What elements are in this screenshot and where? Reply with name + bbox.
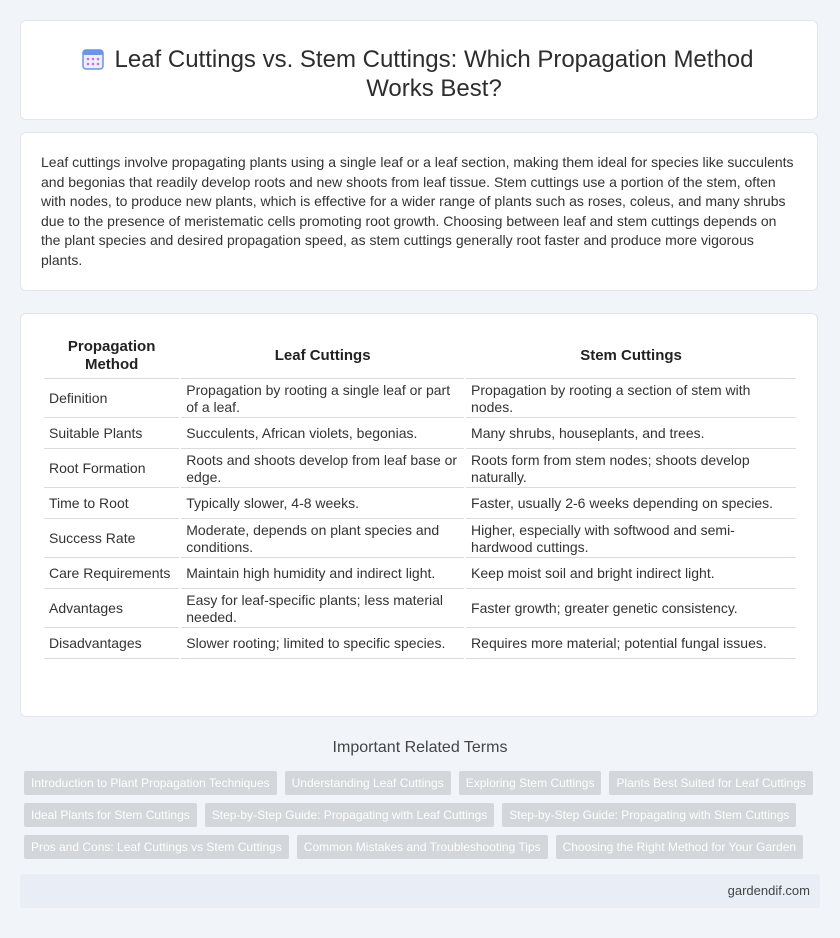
leaf-cell: Easy for leaf-specific plants; less material needed.	[181, 591, 464, 628]
page-title: Leaf Cuttings vs. Stem Cuttings: Which Propagation Method Works Best?	[114, 46, 754, 102]
table-row	[44, 591, 796, 628]
tag-link[interactable]: Exploring Stem Cuttings	[459, 771, 602, 795]
tag-link[interactable]: Introduction to Plant Propagation Techniques	[24, 771, 277, 795]
row-label: Time to Root	[44, 490, 179, 519]
tag-link[interactable]: Ideal Plants for Stem Cuttings	[24, 803, 197, 827]
related-terms-tags	[24, 771, 820, 867]
stem-cell: Keep moist soil and bright indirect light.	[466, 560, 796, 589]
leaf-cell: Moderate, depends on plant species and conditions.	[181, 521, 464, 558]
header-card	[20, 20, 818, 120]
table-row	[44, 420, 796, 449]
stem-cell: Faster, usually 2-6 weeks depending on species.	[466, 490, 796, 519]
tag-link[interactable]: Step-by-Step Guide: Propagating with Stem Cuttings	[502, 803, 796, 827]
tag-link[interactable]: Pros and Cons: Leaf Cuttings vs Stem Cuttings	[24, 835, 289, 859]
leaf-cell: Propagation by rooting a single leaf or part of a leaf.	[181, 381, 464, 418]
leaf-cell: Slower rooting; limited to specific species.	[181, 630, 464, 659]
row-label: Suitable Plants	[44, 420, 179, 449]
table-row	[44, 560, 796, 589]
row-label: Definition	[44, 381, 179, 418]
tag-link[interactable]: Step-by-Step Guide: Propagating with Leaf Cuttings	[205, 803, 495, 827]
table-row	[44, 490, 796, 519]
row-label: Success Rate	[44, 521, 179, 558]
stem-cell: Roots form from stem nodes; shoots develop naturally.	[466, 451, 796, 488]
leaf-cell: Succulents, African violets, begonias.	[181, 420, 464, 449]
leaf-cell: Roots and shoots develop from leaf base or edge.	[181, 451, 464, 488]
row-label: Advantages	[44, 591, 179, 628]
tag-row	[24, 803, 820, 827]
stem-cell: Faster growth; greater genetic consistency.	[466, 591, 796, 628]
tag-link[interactable]: Plants Best Suited for Leaf Cuttings	[609, 771, 812, 795]
stem-cell: Requires more material; potential fungal issues.	[466, 630, 796, 659]
table-row	[44, 451, 796, 488]
row-label: Disadvantages	[44, 630, 179, 659]
header-stem-cuttings: Stem Cuttings	[466, 334, 796, 379]
intro-paragraph: Leaf cuttings involve propagating plants using a single leaf or a leaf section, making them ideal for species like succulents and begonias that readily develop roots and new shoots from leaf tissue. Stem cuttings use a portion of the stem, often with nodes, to produce new plants, which is effective for a wider range of plants such as roses, coleus, and many shrubs due to the presence of meristematic cells promoting root growth. Choosing between leaf and stem cuttings depends on the plant species and desired propagation speed, as stem cuttings generally root faster and produce more vigorous plants.	[41, 154, 794, 268]
tag-row	[24, 835, 820, 859]
comparison-table	[42, 332, 798, 661]
comparison-table-card	[20, 313, 818, 717]
tag-link[interactable]: Common Mistakes and Troubleshooting Tips	[297, 835, 548, 859]
leaf-cell: Maintain high humidity and indirect light.	[181, 560, 464, 589]
stem-cell: Many shrubs, houseplants, and trees.	[466, 420, 796, 449]
row-label: Root Formation	[44, 451, 179, 488]
header-propagation-method: Propagation Method	[44, 334, 179, 379]
footer	[20, 874, 820, 908]
tag-link[interactable]: Choosing the Right Method for Your Garden	[556, 835, 803, 859]
stem-cell: Propagation by rooting a section of stem with nodes.	[466, 381, 796, 418]
footer-site-link[interactable]: gardendif.com	[727, 883, 810, 898]
related-terms-title: Important Related Terms	[332, 739, 508, 756]
table-row	[44, 521, 796, 558]
leaf-cell: Typically slower, 4-8 weeks.	[181, 490, 464, 519]
table-row	[44, 630, 796, 659]
header-leaf-cuttings: Leaf Cuttings	[181, 334, 464, 379]
intro-card	[20, 132, 818, 291]
table-row	[44, 381, 796, 418]
stem-cell: Higher, especially with softwood and semi-hardwood cuttings.	[466, 521, 796, 558]
tag-link[interactable]: Understanding Leaf Cuttings	[285, 771, 451, 795]
table-header-row	[44, 334, 796, 379]
row-label: Care Requirements	[44, 560, 179, 589]
tag-row	[24, 771, 820, 795]
